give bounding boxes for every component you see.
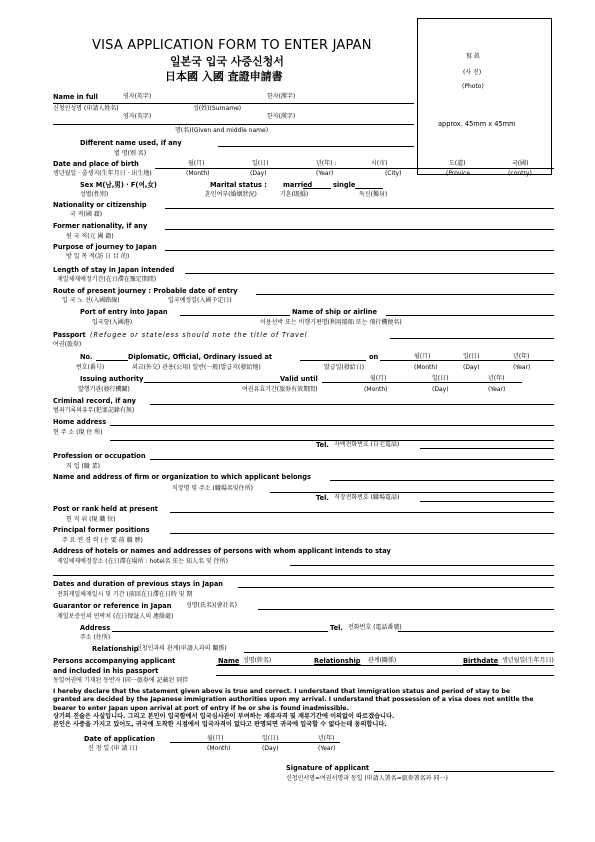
line-hotels-1[interactable] [290, 565, 554, 566]
line-post[interactable] [170, 512, 554, 513]
label-city-en: (City) [385, 170, 402, 177]
label-entry-date-ko: 입국예정일(入國予定日) [168, 297, 232, 304]
label-valid-ko: 여권유효기간(旅券有效期間) [242, 386, 318, 393]
label-p-day: 일(日) [463, 353, 480, 360]
label-purpose-ko: 방 일 목 적(訪 日 目 的) [66, 253, 130, 260]
label-route-ko: 입 국 노 선(入國路線) [62, 297, 120, 304]
label-post-ko: 현 직 위 (現 職 位) [66, 516, 116, 523]
label-v-day-en: (Day) [432, 386, 449, 393]
line-former-positions[interactable] [170, 533, 554, 534]
label-dob-month: 월(月) [188, 160, 205, 167]
label-application-date-ko: 신 청 일 (申 請 日) [88, 745, 138, 752]
label-nationality: Nationality or citizenship [53, 201, 147, 209]
label-name-en: 영자(英字) [123, 93, 152, 100]
label-given-en: 영자(英字) [123, 113, 152, 120]
label-port: Port of entry into Japan [80, 308, 168, 316]
label-dob: Date and place of birth [53, 160, 139, 168]
label-post: Post or rank held at present [53, 505, 158, 513]
declaration-line-4: 상기의 진술은 사실입니다. 그리고 본인이 입국함에서 입국심사관이 부여하는 재류자격 및 재류기간에 이의없이 따르겠습니다. [53, 712, 395, 720]
label-guarantor-ko-inline: 성명(氏名)(會社名) [186, 602, 237, 609]
label-applicant-name-ko: 신청인성명 (申請人姓名) [53, 105, 119, 112]
line-issuing[interactable] [144, 382, 280, 383]
label-tel-home: Tel. [316, 441, 329, 449]
label-employer-ko: 직장명 및 주소 (職場名및住所) [172, 485, 253, 492]
line-passport-travel[interactable] [390, 338, 554, 339]
label-former-nationality: Former nationality, if any [53, 222, 148, 230]
label-signature-ko: 신청인서명=여권서명과 동일 (申請人署名=旅券署名과 同一) [286, 775, 448, 782]
label-country-en: (contry) [508, 170, 532, 177]
label-former-positions-ko: 주 요 전 경 력 (主 要 前 職 歷) [62, 537, 143, 544]
label-profession: Profession or occupation [53, 452, 146, 460]
label-acc-name: Name [218, 657, 240, 665]
label-issue-date-ko: 발급일(發給日) [324, 364, 365, 371]
label-guarantor-ko: 재일보증인의 연락처 (在日保証人의 連絡處) [57, 613, 174, 620]
label-number-ko: 번호(番号) [76, 364, 105, 371]
line-criminal[interactable] [150, 404, 554, 405]
label-other-names: Different name used, if any [80, 139, 182, 147]
photo-label-korean: (사 진) [463, 69, 482, 76]
label-married-ko: 기혼(既婚) [280, 191, 309, 198]
label-acc-relationship-ko: 관계(關係) [368, 657, 397, 664]
label-passport-no: No. [80, 353, 93, 361]
label-issuing-ko: 발행기관(發行機關) [78, 386, 130, 393]
label-p-year: 년(年) [513, 353, 530, 360]
label-port-ko: 입국항(入國港) [92, 319, 133, 326]
label-hotels: Address of hotels or names and addresses of persons with whom applicant intends to stay [53, 547, 391, 555]
label-p-month: 월(月) [414, 353, 431, 360]
label-app-day: 일(日) [262, 735, 279, 742]
label-prev-stays: Dates and duration of previous stays in Japan [53, 580, 223, 588]
label-sex: Sex M(남,男) · F(여,女) [80, 181, 157, 189]
label-v-month-en: (Month) [364, 386, 388, 393]
label-dob-ko: 생년월일 · 출생지(生年月日 · 出生地) [53, 170, 152, 177]
label-dob-year: 년(年) : [316, 160, 337, 167]
line-issued-at[interactable] [300, 360, 366, 361]
label-country: 국(國) [512, 160, 529, 167]
line-given-name[interactable] [53, 124, 414, 125]
photo-label-english: (Photo) [462, 83, 484, 90]
label-app-month: 월(月) [207, 735, 224, 742]
line-home-1[interactable] [110, 425, 554, 426]
label-passport-ko: 여권(旅券) [53, 341, 82, 348]
line-application-date[interactable] [170, 742, 340, 743]
line-married[interactable] [303, 188, 331, 189]
label-accompanying: Persons accompanying applicant [53, 657, 176, 665]
line-other-names[interactable] [218, 146, 414, 147]
label-nationality-ko: 국 적(國 籍) [70, 211, 103, 218]
form-title-english: VISA APPLICATION FORM TO ENTER JAPAN [92, 38, 372, 53]
line-former-nationality[interactable] [165, 229, 554, 230]
photo-box[interactable] [417, 18, 552, 175]
declaration-line-5: 본인은 사증을 가지고 있어도, 귀국에 도착한 시점에서 입국자격이 없다고 판명되면 귀국에 입국할 수 없다는데 동의합니다. [53, 721, 387, 729]
declaration-line-3: bearer to enter Japan upon arrival at port of entry if he or she is found inadmissible. [53, 704, 349, 712]
label-married: married [283, 181, 313, 189]
label-stay: Length of stay in Japan intended [53, 266, 175, 274]
label-route: Route of present journey : Probable date of entry [53, 287, 238, 295]
label-relationship-ko: 신청인과의 관계(申請人과의 關係) [136, 645, 227, 652]
line-nationality[interactable] [165, 208, 554, 209]
label-purpose: Purpose of journey to Japan [53, 243, 157, 251]
label-criminal: Criminal record, if any [53, 397, 136, 405]
label-passport: Passport [53, 331, 86, 339]
label-passport-note: (Refugee or stateless should note the title of Travel [90, 331, 308, 339]
label-app-month-en: (Month) [207, 745, 231, 752]
label-acc-name-ko: 성명(姓名) [243, 657, 272, 664]
label-v-year-en: (Year) [488, 386, 506, 393]
label-guarantor-address-ko: 주소 (住所) [80, 634, 111, 641]
label-province: 도(道) [449, 160, 466, 167]
line-tel-home[interactable] [420, 448, 554, 449]
line-prev-stays[interactable] [238, 587, 554, 588]
label-prev-stays-ko: 전회재일체재일시 및 기간 (前回在日滯在日時 및 期 [57, 591, 193, 598]
line-tel-work[interactable] [420, 501, 554, 502]
label-dob-day: 일(日) [252, 160, 269, 167]
label-tel-guarantor-ko: 전화번호 (電話番號) [348, 624, 402, 631]
line-purpose[interactable] [165, 250, 554, 251]
label-diplomatic-ko: 외교(外交) 관용(公用) 일반(一般)발급지(發給地) [132, 364, 261, 371]
label-acc-birthdate-ko: 생년월일(生年月日) [502, 657, 554, 664]
line-employer-2[interactable] [270, 492, 554, 493]
form-title-japanese: 日本國 入國 査證申請書 [165, 70, 283, 83]
label-diplomatic: Diplomatic, Official, Ordinary issued at [128, 353, 273, 361]
label-tel-work-ko: 직장전화번호 (職場電話) [334, 494, 400, 501]
line-employer-1[interactable] [330, 480, 554, 481]
label-guarantor-address: Address [80, 624, 111, 632]
line-ship[interactable] [386, 315, 554, 316]
label-dob-year-en: (Year) [316, 170, 334, 177]
label-ship: Name of ship or airline [292, 308, 377, 316]
line-guarantor[interactable] [258, 609, 554, 610]
label-acc-ko: 동일여권에 기재된 동반자 (同一旅券에 記載된 同伴 [53, 677, 189, 684]
photo-size: approx. 45mm x 45mm [438, 120, 516, 128]
label-name-ja: 한자(漢字) [267, 93, 296, 100]
line-hotels-2[interactable] [53, 575, 554, 576]
label-name-full: Name in full [53, 93, 98, 101]
line-dob[interactable] [155, 168, 554, 169]
declaration-line-1: I hereby declare that the statement given above is true and correct. I understand that immigration status and period of stay to be [53, 688, 511, 695]
line-surname[interactable] [53, 103, 414, 104]
label-single: single [333, 181, 356, 189]
line-relationship[interactable] [244, 652, 554, 653]
line-home-2[interactable] [110, 440, 554, 441]
label-profession-ko: 직 업 (職 業) [66, 463, 100, 470]
label-acc-relationship: Relationship [314, 657, 361, 665]
label-province-en: (Provice [446, 170, 471, 177]
label-on: on [369, 353, 379, 361]
photo-label-hanja: 寫 眞 [466, 53, 480, 60]
declaration-block [53, 688, 553, 729]
label-surname: 성(姓)(Surname) [193, 105, 242, 112]
label-ship-ko: 이용선박 또는 비행기편명(利用船舶 또는 飛行機便名) [260, 319, 402, 326]
line-signature[interactable] [374, 771, 554, 772]
label-app-year: 년(年) [318, 735, 335, 742]
label-former-nationality-ko: 원 국 적(元 國 籍) [66, 233, 114, 240]
label-app-year-en: (Year) [318, 745, 336, 752]
label-v-month: 월(月) [370, 375, 387, 382]
label-former-positions: Principal former positions [53, 526, 150, 534]
form-title-korean: 일본국 입국 사증신청서 [170, 55, 284, 68]
label-employer: Name and address of firm or organization to which applicant belongs [53, 473, 311, 481]
label-application-date: Date of application [84, 735, 155, 743]
label-valid: Valid until [280, 375, 318, 383]
label-relationship: Relationship [92, 645, 139, 653]
label-tel-work: Tel. [316, 494, 329, 502]
label-dob-day-en: (Day) [250, 170, 267, 177]
line-stay[interactable] [185, 273, 554, 274]
label-p-year-en: (Year) [513, 364, 531, 371]
label-home-ko: 현 주 소 (現 住 所) [53, 429, 103, 436]
line-tel-guarantor[interactable] [398, 631, 554, 632]
label-single-ko: 독신(獨身) [359, 191, 388, 198]
line-port[interactable] [180, 315, 290, 316]
line-single[interactable] [355, 188, 383, 189]
label-other-names-ko: 별 명(別 名) [114, 150, 147, 157]
label-v-day: 일(日) [432, 375, 449, 382]
line-guarantor-address[interactable] [112, 631, 328, 632]
label-tel-guarantor: Tel. [330, 624, 343, 632]
label-guarantor: Guarantor or reference in Japan [53, 602, 172, 610]
label-marital-ko: 혼인여부(婚姻狀況) [205, 191, 257, 198]
label-app-day-en: (Day) [262, 745, 279, 752]
line-accompanying-1[interactable] [216, 665, 554, 666]
label-marital: Marital status : [210, 181, 267, 189]
line-profession[interactable] [150, 459, 554, 460]
label-given-name: 명(名)(Given and middle name) [175, 127, 269, 134]
label-acc-birthdate: Birthdate [463, 657, 499, 665]
line-accompanying-2[interactable] [216, 675, 554, 676]
declaration-line-2: granted are decided by the Japanese immigration authorities upon my arrival. I understand that possession of a visa does not entitle the [53, 696, 534, 704]
line-passport-no[interactable] [96, 360, 128, 361]
label-criminal-ko: 범죄기록의유무(犯罪記錄有無) [53, 407, 135, 414]
label-v-year: 년(年) [488, 375, 505, 382]
label-home: Home address [53, 418, 107, 426]
label-acc-passport: and included in his passport [53, 667, 159, 675]
label-given-ja: 한자(漢字) [267, 113, 296, 120]
label-city: 시(市) [371, 160, 388, 167]
label-tel-home-ko: 자택전화번호 (自宅電話) [334, 441, 400, 448]
label-issuing: Issuing authority [80, 375, 144, 383]
label-sex-ko: 성별(性別) [80, 191, 109, 198]
label-signature: Signature of applicant [286, 764, 370, 772]
label-p-day-en: (Day) [463, 364, 480, 371]
label-p-month-en: (Month) [414, 364, 438, 371]
label-stay-ko: 재일체재예정기간(在日滯在豫定期間) [57, 276, 157, 283]
label-hotels-ko: 재일체재예정장소 (在日滯在場所 : hotel名 또는 知人名 및 住所) [57, 558, 228, 565]
line-route[interactable] [256, 294, 554, 295]
label-dob-month-en: (Month) [186, 170, 210, 177]
